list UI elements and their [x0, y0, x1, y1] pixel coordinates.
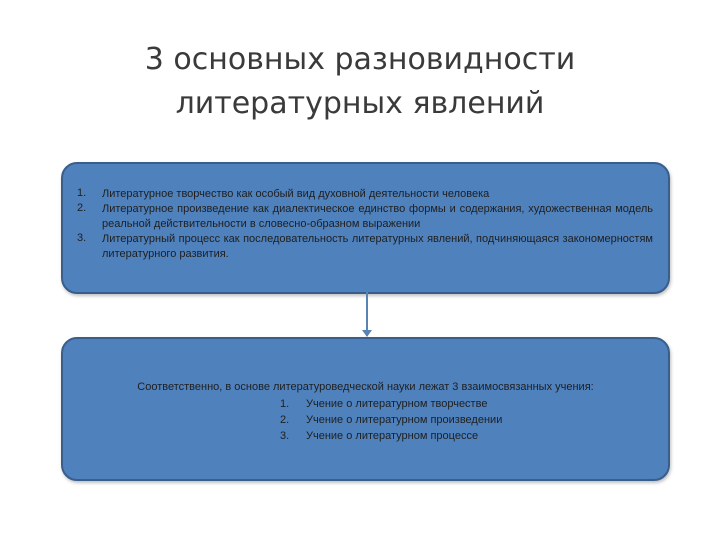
list-item-number: 2.: [280, 414, 290, 426]
title-line-2: литературных явлений: [175, 86, 545, 121]
list-item-number: 3.: [280, 430, 290, 442]
list-item: [280, 428, 640, 444]
list-item-text: Литературное произведение как диалектическое единство формы и содержания, художественная модель реальной действительности в словесно-образном выражении: [102, 203, 653, 230]
list-item-text: Литературное творчество как особый вид духовной деятельности человека: [102, 188, 490, 200]
phenomena-list: [63, 187, 663, 262]
list-item-text: Учение о литературном творчестве: [306, 398, 488, 410]
list-item-text: Учение о литературном произведении: [306, 414, 503, 426]
list-item: [63, 202, 663, 232]
phenomena-box: [61, 162, 670, 294]
list-item-text: Учение о литературном процессе: [306, 430, 479, 442]
list-item-number: 1.: [77, 187, 87, 199]
teachings-box: [61, 337, 670, 481]
page-title: [80, 38, 640, 126]
list-item: [63, 232, 663, 262]
list-item-number: 2.: [77, 202, 87, 214]
list-item: [280, 396, 640, 412]
teachings-intro: Соответственно, в основе литературоведческой науки лежат 3 взаимосвязанных учения:: [137, 381, 594, 393]
list-item-number: 1.: [280, 398, 290, 410]
list-item: [63, 187, 663, 202]
list-item-number: 3.: [77, 232, 87, 244]
connector-arrowhead: [362, 330, 372, 337]
title-line-1: 3 основных разновидности: [144, 42, 576, 77]
list-item-text: Литературный процесс как последовательность литературных явлений, подчиняющаяся закономерностям литературного развития.: [102, 233, 653, 260]
list-item: [280, 412, 640, 428]
